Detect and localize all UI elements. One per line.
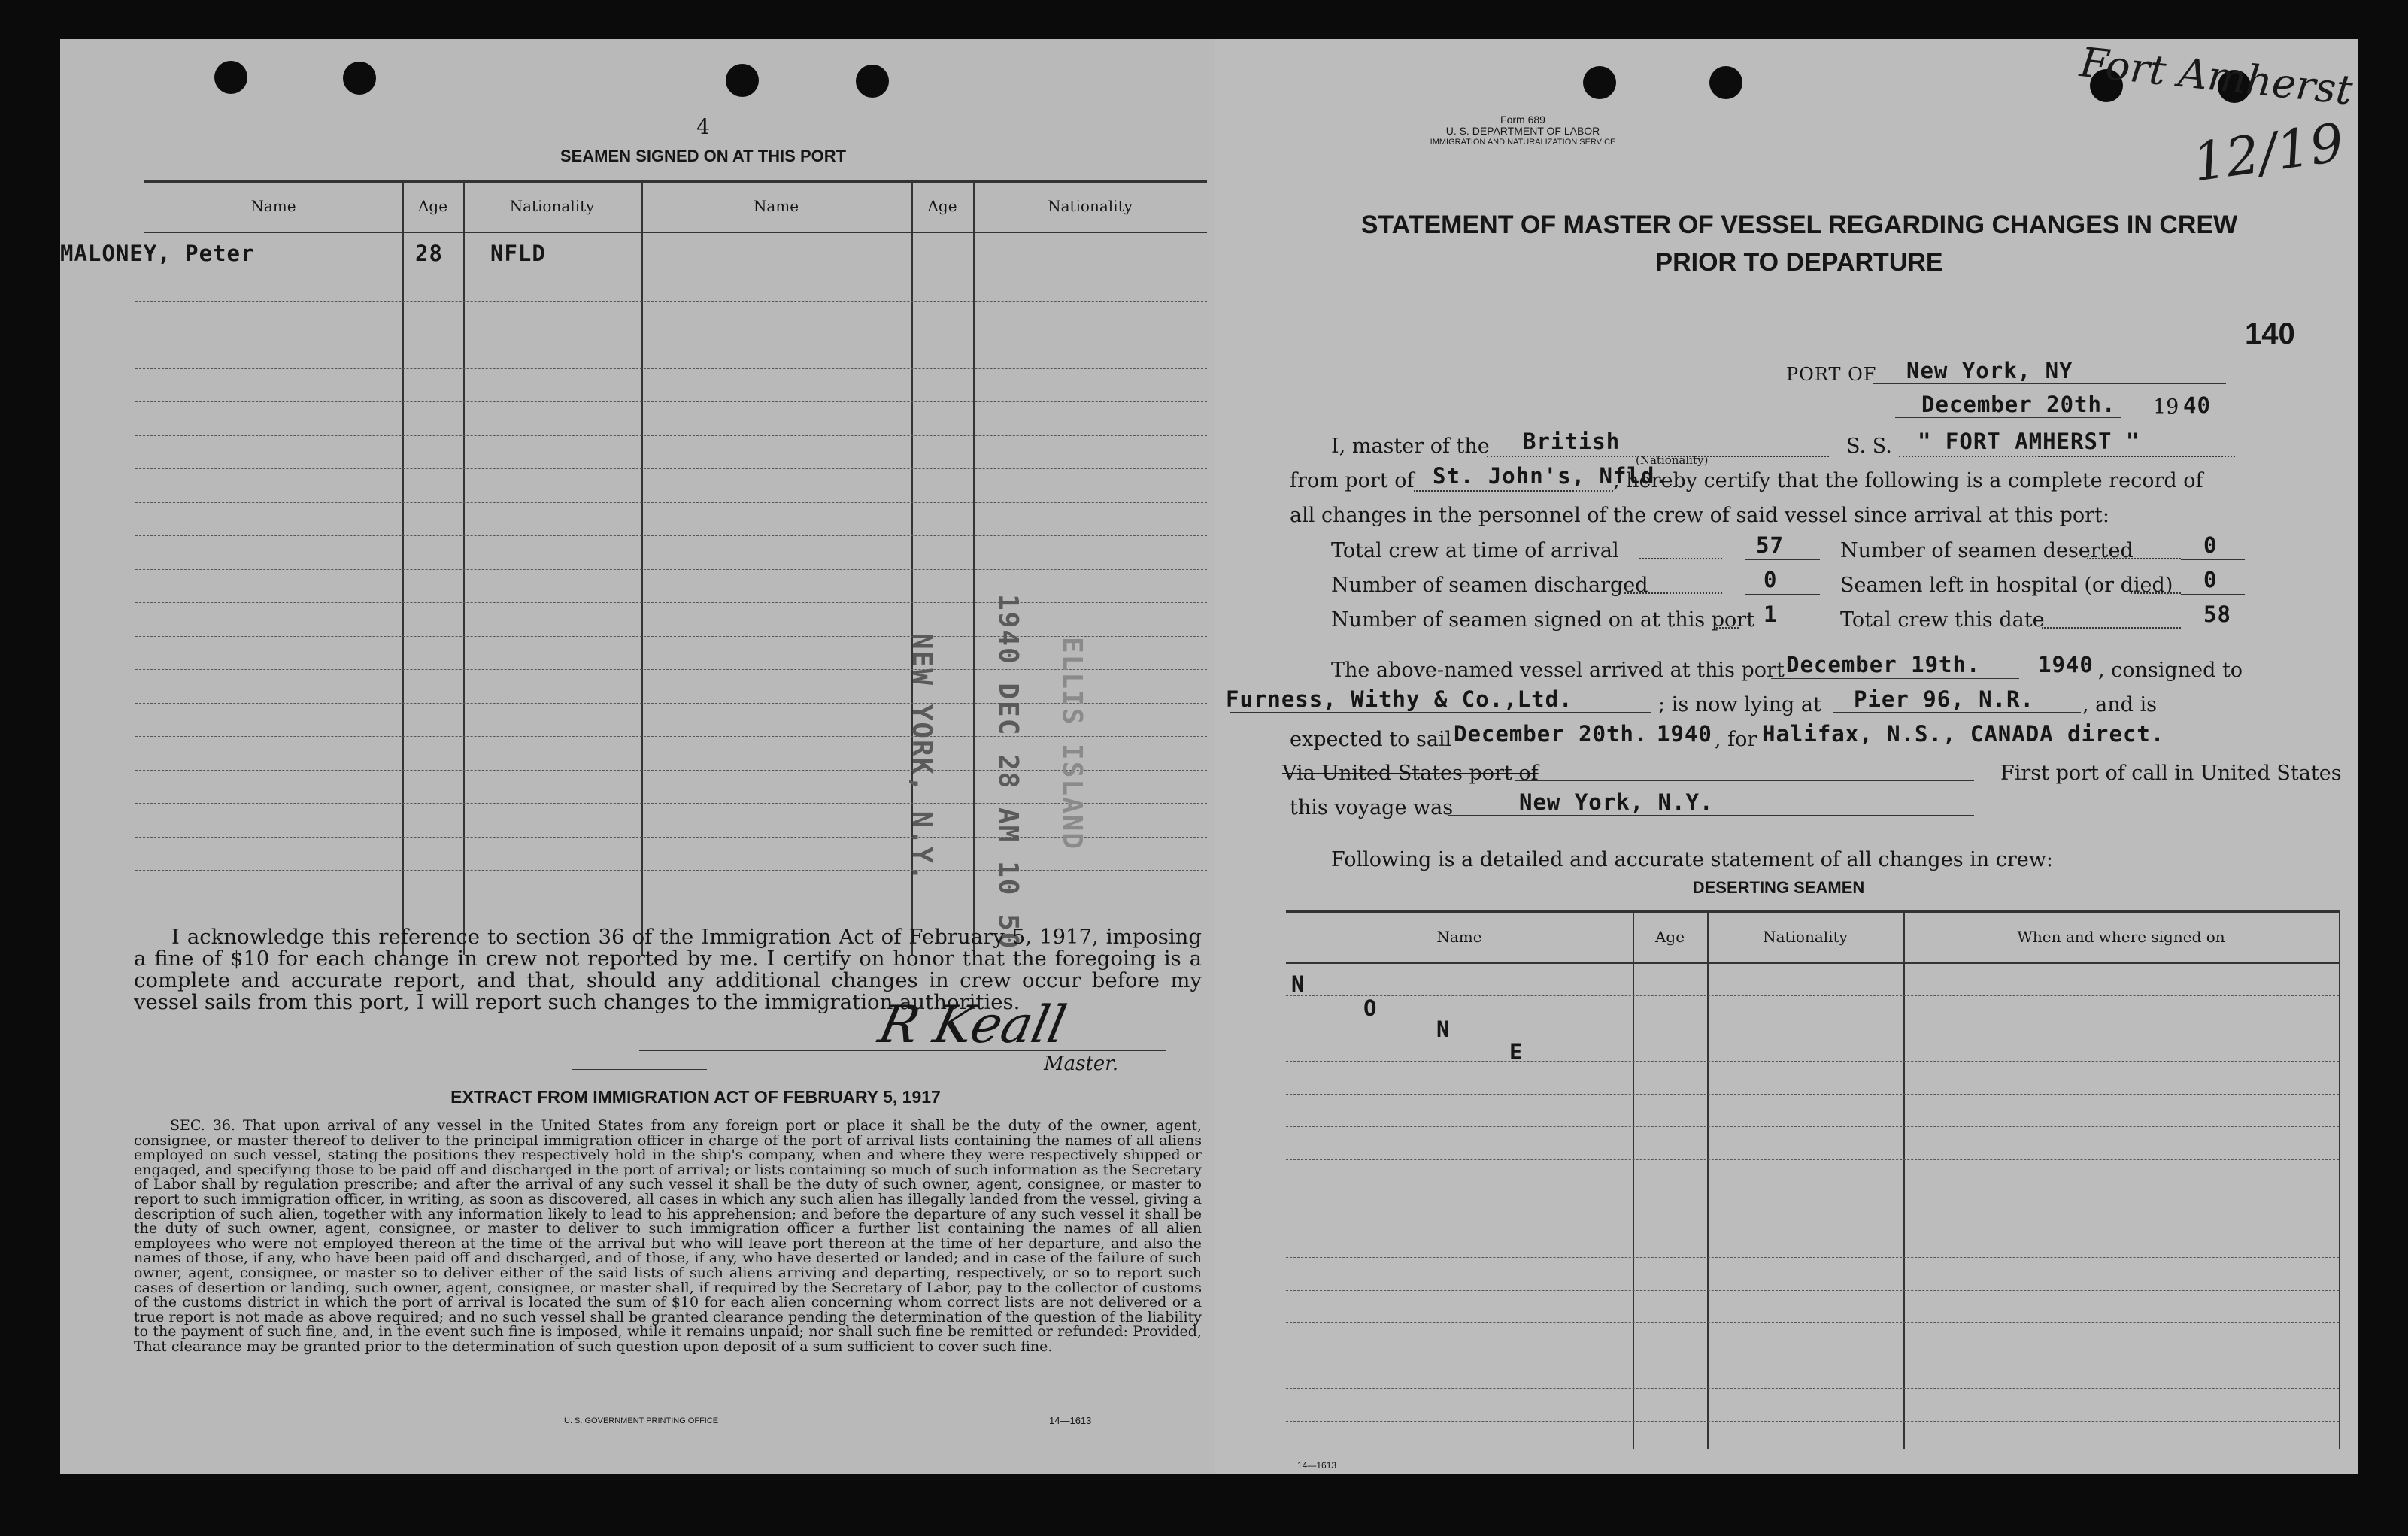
table-row-rule (135, 368, 1207, 369)
signed-on-label: Number of seamen signed on at this port (1331, 608, 1755, 632)
none-letter: E (1509, 1039, 1524, 1065)
table-row-rule (1286, 1094, 2339, 1095)
certify-text: , hereby certify that the following is a complete record of (1613, 469, 2203, 492)
ss-label: S. S. (1846, 435, 1892, 458)
table-row-rule (135, 770, 1207, 771)
desert-col-age: Age (1654, 928, 1685, 946)
handwritten-date-note: 12/19 (2188, 111, 2348, 194)
table-row-rule (1286, 1061, 2339, 1062)
crew-nationality: NFLD (490, 241, 546, 266)
table-row-rule (135, 569, 1207, 570)
none-letter: N (1436, 1016, 1451, 1042)
sail-year: 1940 (1657, 721, 1712, 747)
table-row-rule (135, 535, 1207, 536)
nationality-caption: (Nationality) (1636, 453, 1709, 467)
signed-on-count: 1 (1764, 601, 1778, 627)
table-row-rule (1286, 1126, 2339, 1127)
extract-text: SEC. 36. That upon arrival of any vessel in the United States from any foreign port or place it shall be the duty of the owner, agent, consignee, or master thereof to deliver to the principal immigration officer in charge of the port of arrival lists containing the names of all aliens employed on such vessel, stating the positions they respectively hold in the ship's company, when and where they were respectively shipped or engaged, and specifying those to be paid off and discharged in the port of arrival; or lists containing so much of such information as the Secretary of Labor shall by regulation prescribe; and after the arrival of any such vessel it shall be the duty of such owner, agent, consignee, or master to report to such immigration officer, in writing, as soon as discovered, all cases in which any such alien has illegally landed from the vessel, giving a description of such alien, together with any information likely to lead to his apprehension; and before the departure of any such vessel it shall be the duty of such owner, agent, consignee, or master to deliver to such immigration officer a further list containing the names of all alien employees who were not employed thereon at the time of the arrival but who will leave port thereon at the time of her departure, and also the names of those, if any, who have been paid off and discharged, and of those, if any, who have deserted or landed; and in case of the failure of such owner, agent, consignee, or master so to deliver either of the said lists of such aliens arriving and departing, respectively, or so to report such cases of desertion or landing, such owner, agent, consignee, or master shall, if required by the Secretary of Labor, pay to the collector of customs of the customs district in which the port of arrival is located the sum of $10 for each alien concerning whom correct lists are not delivered or a true report is not made as above required; and no such vessel shall be granted clearance pending the determination of the question of the liability to the payment of such fine, and, in the event such fine is imposed, while it remains unpaid; nor shall such fine be remitted or refunded: Provided, That clearance may be granted prior to the determination of such question upon deposit of a sum sufficient to cover such fine. (134, 1117, 1202, 1355)
vessel-nationality: British (1523, 429, 1621, 454)
col-header-nationality: Nationality (1048, 197, 1133, 215)
year-prefix: 19 (2153, 395, 2179, 419)
port-label: PORT OF (1786, 364, 1877, 385)
col-header-name: Name (250, 197, 296, 215)
consigned-label: , consigned to (2098, 659, 2243, 682)
arrived-label: The above-named vessel arrived at this port (1331, 659, 1785, 682)
table-row-rule (135, 703, 1207, 704)
table-row-rule (135, 736, 1207, 737)
from-port-value: St. John's, Nfld. (1433, 463, 1669, 489)
punch-hole (1709, 66, 1742, 99)
table-row-rule (135, 602, 1207, 603)
title-line2: PRIOR TO DEPARTURE (1655, 248, 1943, 277)
certify-text-2: all changes in the personnel of the crew of said vessel since arrival at this port: (1290, 504, 2109, 527)
col-header-nationality: Nationality (509, 197, 595, 215)
table-row-rule (1286, 1322, 2339, 1323)
deserted-label: Number of seamen deserted (1840, 539, 2134, 562)
arrived-value: December 19th. (1786, 652, 1981, 677)
master-of-label: I, master of the (1331, 435, 1490, 458)
form-code: 14—1613 (1049, 1415, 1092, 1426)
service-name: IMMIGRATION AND NATURALIZATION SERVICE (1430, 138, 1616, 147)
crew-name: MALONEY, Peter (60, 241, 255, 266)
from-port-label: from port of (1290, 469, 1415, 492)
none-letter: O (1363, 995, 1378, 1021)
punch-hole (214, 61, 247, 94)
col-header-age: Age (927, 197, 957, 215)
port-value: New York, NY (1906, 358, 2073, 383)
discharged: 0 (1764, 567, 1778, 592)
certification-text: I acknowledge this reference to section 36 of the Immigration Act of February 5, 1917, imposing a fine of $10 for each change in crew not reported by me. I certify on honor that the foregoing is a complete and accurate report, and that, should any additional changes in crew occur before my vessel sails from this port, I will report such changes to the immigration authorities. (134, 925, 1202, 1014)
table-row-rule (1286, 1290, 2339, 1291)
and-is-label: , and is (2082, 693, 2158, 716)
extract-title: EXTRACT FROM IMMIGRATION ACT OF FEBRUARY 5, 1917 (450, 1087, 941, 1107)
table-row-rule (135, 803, 1207, 804)
printing-office: U. S. GOVERNMENT PRINTING OFFICE (564, 1416, 719, 1425)
table-row-rule (135, 502, 1207, 503)
punch-hole (1583, 66, 1616, 99)
title-line1: STATEMENT OF MASTER OF VESSEL REGARDING CHANGES IN CREW (1360, 211, 2238, 239)
right-page (1215, 39, 2358, 1474)
section-title: SEAMEN SIGNED ON AT THIS PORT (560, 147, 847, 165)
via-label: Via United States port of (1282, 762, 1539, 785)
voyage-label: this voyage was (1290, 796, 1454, 820)
stamp-date: 1940 DEC 28 AM 10 50 (993, 594, 1024, 950)
department-name: U. S. DEPARTMENT OF LABOR (1445, 125, 1600, 137)
destination: Halifax, N.S., CANADA direct. (1762, 721, 2165, 747)
arrived-year: 1940 (2038, 652, 2094, 677)
handwritten-ship-note: Fort Amherst (2077, 38, 2355, 114)
col-header-name: Name (753, 197, 799, 215)
table-row-rule (135, 636, 1207, 637)
hospital-label: Seamen left in hospital (or died) (1840, 574, 2173, 597)
stamp-city: NEW YORK, N.Y. (906, 633, 937, 883)
table-row-rule (135, 669, 1207, 670)
table-row-rule (1286, 1159, 2339, 1160)
following-text: Following is a detailed and accurate statement of all changes in crew: (1331, 848, 2053, 871)
table-row-rule (135, 468, 1207, 469)
punch-hole (343, 62, 376, 95)
stamp-station: ELLIS ISLAND (1057, 637, 1087, 851)
table-row-rule (1286, 1421, 2339, 1422)
master-signature: R Keall (873, 995, 1072, 1055)
master-label: Master. (1044, 1053, 1119, 1075)
form-number: Form 689 (1500, 114, 1545, 126)
table-row-rule (135, 837, 1207, 838)
date-value: December 20th. (1921, 392, 2116, 417)
sheet-number: 140 (2245, 317, 2295, 350)
col-header-age: Age (417, 197, 448, 215)
discharged-label: Number of seamen discharged (1331, 574, 1648, 597)
table-row-rule (135, 435, 1207, 436)
first-port-label: First port of call in United States (2000, 762, 2342, 785)
lying-value: Pier 96, N.R. (1854, 686, 2034, 712)
total-crew-arrival: 57 (1756, 532, 1784, 558)
table-row-rule (135, 870, 1207, 871)
lying-label: ; is now lying at (1658, 693, 1821, 716)
table-row-rule (1286, 1388, 2339, 1389)
left-page (60, 39, 1215, 1474)
form-code: 14—1613 (1297, 1460, 1337, 1471)
ship-name: " FORT AMHERST " (1918, 429, 2140, 454)
punch-hole (726, 64, 759, 97)
table-row-rule (1286, 1257, 2339, 1258)
total-crew-date-label: Total crew this date (1840, 608, 2045, 632)
desert-col-when-where: When and where signed on (2017, 928, 2225, 946)
table-row-rule (1286, 995, 2339, 996)
first-port-value: New York, N.Y. (1519, 789, 1714, 815)
year-value: 40 (2183, 392, 2211, 418)
desert-col-nationality: Nationality (1763, 928, 1848, 946)
for-label: , for (1715, 728, 1757, 751)
none-letter: N (1291, 971, 1306, 997)
total-crew-date: 58 (2203, 601, 2231, 627)
expected-label: expected to sail (1290, 728, 1452, 751)
form-header (1391, 114, 1654, 148)
punch-hole (856, 65, 889, 98)
consignee: Furness, Withy & Co.,Ltd. (1226, 686, 1573, 712)
table-row-rule (135, 301, 1207, 302)
table-row-rule (135, 401, 1207, 402)
desert-col-name: Name (1436, 928, 1482, 946)
sail-value: December 20th. (1454, 721, 1648, 747)
deserted: 0 (2203, 532, 2218, 558)
page-number: 4 (696, 114, 710, 139)
crew-age: 28 (415, 241, 443, 266)
hospital: 0 (2203, 567, 2218, 592)
total-crew-arrival-label: Total crew at time of arrival (1331, 539, 1619, 562)
document-title (1252, 206, 2346, 281)
deserting-title: DESERTING SEAMEN (1692, 878, 1865, 897)
